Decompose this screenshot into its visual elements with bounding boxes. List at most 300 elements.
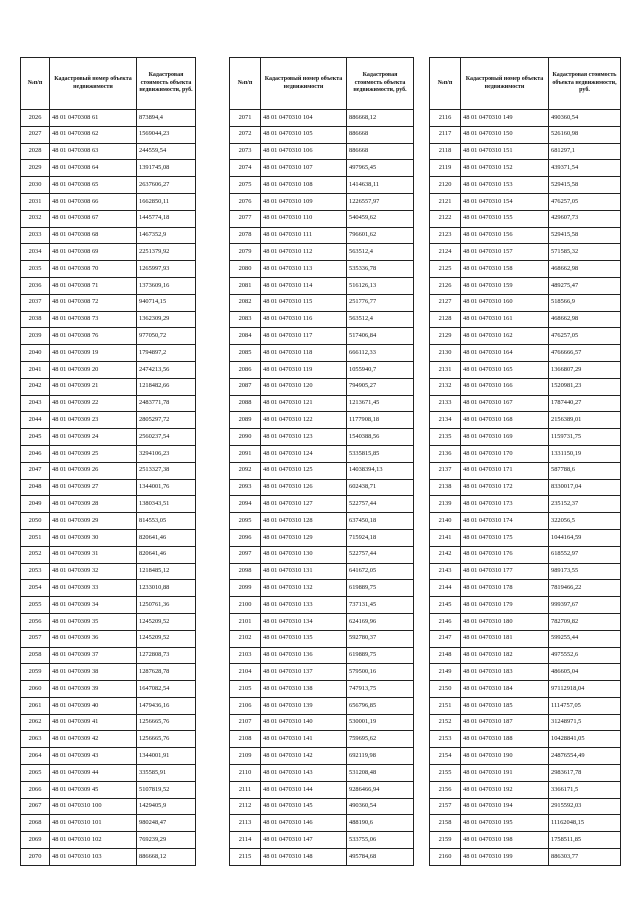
table-row bbox=[21, 193, 196, 210]
cadastral-number: 48 01 0470308 70 bbox=[50, 261, 137, 278]
cadastral-table-1 bbox=[20, 57, 196, 866]
cadastral-value: 529415,58 bbox=[549, 227, 621, 244]
cadastral-value: 476257,05 bbox=[549, 193, 621, 210]
table-row bbox=[430, 412, 621, 429]
cadastral-number: 48 01 0470309 29 bbox=[50, 513, 137, 530]
table-row bbox=[21, 328, 196, 345]
table-row bbox=[430, 210, 621, 227]
table-row bbox=[230, 160, 414, 177]
row-number: 2041 bbox=[21, 361, 50, 378]
cadastral-value: 468662,98 bbox=[549, 261, 621, 278]
row-number: 2049 bbox=[21, 496, 50, 513]
row-number: 2125 bbox=[430, 261, 461, 278]
cadastral-number: 48 01 0470310 103 bbox=[50, 849, 137, 866]
table-row bbox=[430, 731, 621, 748]
cadastral-value: 1213671,45 bbox=[347, 395, 414, 412]
row-number: 2093 bbox=[230, 479, 261, 496]
cadastral-number: 48 01 0470310 114 bbox=[261, 277, 347, 294]
table-row bbox=[230, 832, 414, 849]
cadastral-number: 48 01 0470310 176 bbox=[461, 546, 549, 563]
cadastral-value: 681297,1 bbox=[549, 143, 621, 160]
cadastral-value: 1787440,27 bbox=[549, 395, 621, 412]
table-row bbox=[430, 630, 621, 647]
table-row bbox=[430, 160, 621, 177]
table-row bbox=[230, 731, 414, 748]
cadastral-number: 48 01 0470309 25 bbox=[50, 445, 137, 462]
row-number: 2069 bbox=[21, 832, 50, 849]
cadastral-value: 31248971,5 bbox=[549, 714, 621, 731]
cadastral-value: 8330017,04 bbox=[549, 479, 621, 496]
table-row bbox=[21, 731, 196, 748]
cadastral-number: 48 01 0470310 105 bbox=[261, 126, 347, 143]
cadastral-value: 1647082,54 bbox=[137, 681, 196, 698]
cadastral-value: 2474213,56 bbox=[137, 361, 196, 378]
cadastral-value: 1662850,11 bbox=[137, 193, 196, 210]
cadastral-value: 1366807,29 bbox=[549, 361, 621, 378]
row-number: 2129 bbox=[430, 328, 461, 345]
row-number: 2159 bbox=[430, 832, 461, 849]
cadastral-number: 48 01 0470310 153 bbox=[461, 177, 549, 194]
table-row bbox=[21, 261, 196, 278]
row-number: 2134 bbox=[430, 412, 461, 429]
header-num: №п/п bbox=[230, 58, 261, 110]
cadastral-number: 48 01 0470310 162 bbox=[461, 328, 549, 345]
table-row bbox=[21, 143, 196, 160]
row-number: 2034 bbox=[21, 244, 50, 261]
table-row bbox=[230, 378, 414, 395]
cadastral-number: 48 01 0470310 150 bbox=[461, 126, 549, 143]
header-num: №п/п bbox=[430, 58, 461, 110]
cadastral-number: 48 01 0470309 38 bbox=[50, 664, 137, 681]
cadastral-value: 940714,15 bbox=[137, 294, 196, 311]
cadastral-number: 48 01 0470310 175 bbox=[461, 529, 549, 546]
cadastral-number: 48 01 0470310 179 bbox=[461, 597, 549, 614]
cadastral-value: 759695,62 bbox=[347, 731, 414, 748]
cadastral-value: 1218485,12 bbox=[137, 563, 196, 580]
table-row bbox=[430, 277, 621, 294]
row-number: 2133 bbox=[430, 395, 461, 412]
row-number: 2160 bbox=[430, 849, 461, 866]
cadastral-number: 48 01 0470310 127 bbox=[261, 496, 347, 513]
table-row bbox=[21, 563, 196, 580]
cadastral-number: 48 01 0470310 115 bbox=[261, 294, 347, 311]
table-row bbox=[430, 647, 621, 664]
cadastral-value: 235152,37 bbox=[549, 496, 621, 513]
cadastral-tables bbox=[20, 57, 620, 860]
table-row bbox=[21, 361, 196, 378]
row-number: 2105 bbox=[230, 681, 261, 698]
table-row bbox=[230, 748, 414, 765]
table-row bbox=[21, 765, 196, 782]
cadastral-number: 48 01 0470309 43 bbox=[50, 748, 137, 765]
row-number: 2081 bbox=[230, 277, 261, 294]
row-number: 2050 bbox=[21, 513, 50, 530]
cadastral-number: 48 01 0470310 164 bbox=[461, 345, 549, 362]
cadastral-value: 599255,44 bbox=[549, 630, 621, 647]
cadastral-number: 48 01 0470310 129 bbox=[261, 529, 347, 546]
row-number: 2062 bbox=[21, 714, 50, 731]
cadastral-number: 48 01 0470310 104 bbox=[261, 110, 347, 127]
cadastral-value: 429607,73 bbox=[549, 210, 621, 227]
table-row bbox=[21, 345, 196, 362]
table-row bbox=[230, 781, 414, 798]
row-number: 2151 bbox=[430, 697, 461, 714]
cadastral-value: 522757,44 bbox=[347, 546, 414, 563]
table-row bbox=[230, 681, 414, 698]
cadastral-value: 335585,91 bbox=[137, 765, 196, 782]
table-row bbox=[430, 697, 621, 714]
table-row bbox=[430, 513, 621, 530]
cadastral-number: 48 01 0470310 187 bbox=[461, 714, 549, 731]
cadastral-number: 48 01 0470309 27 bbox=[50, 479, 137, 496]
cadastral-number: 48 01 0470309 37 bbox=[50, 647, 137, 664]
table-row bbox=[21, 496, 196, 513]
table-row bbox=[21, 815, 196, 832]
cadastral-number: 48 01 0470310 139 bbox=[261, 697, 347, 714]
row-number: 2070 bbox=[21, 849, 50, 866]
row-number: 2076 bbox=[230, 193, 261, 210]
cadastral-value: 794905,27 bbox=[347, 378, 414, 395]
cadastral-number: 48 01 0470310 148 bbox=[261, 849, 347, 866]
table-row bbox=[230, 361, 414, 378]
cadastral-number: 48 01 0470310 108 bbox=[261, 177, 347, 194]
cadastral-value: 1159731,75 bbox=[549, 429, 621, 446]
table-row bbox=[21, 529, 196, 546]
cadastral-number: 48 01 0470310 131 bbox=[261, 563, 347, 580]
table-row bbox=[430, 177, 621, 194]
cadastral-value: 980248,47 bbox=[137, 815, 196, 832]
cadastral-number: 48 01 0470310 101 bbox=[50, 815, 137, 832]
row-number: 2051 bbox=[21, 529, 50, 546]
cadastral-number: 48 01 0470310 109 bbox=[261, 193, 347, 210]
cadastral-number: 48 01 0470310 170 bbox=[461, 445, 549, 462]
cadastral-number: 48 01 0470310 136 bbox=[261, 647, 347, 664]
table-row bbox=[230, 412, 414, 429]
table-row bbox=[230, 193, 414, 210]
table-row bbox=[230, 479, 414, 496]
cadastral-number: 48 01 0470310 180 bbox=[461, 613, 549, 630]
table-row bbox=[21, 210, 196, 227]
cadastral-number: 48 01 0470310 168 bbox=[461, 412, 549, 429]
table-row bbox=[230, 110, 414, 127]
row-number: 2138 bbox=[430, 479, 461, 496]
row-number: 2029 bbox=[21, 160, 50, 177]
cadastral-value: 2560237,54 bbox=[137, 429, 196, 446]
row-number: 2097 bbox=[230, 546, 261, 563]
cadastral-value: 1272808,73 bbox=[137, 647, 196, 664]
table-row bbox=[21, 832, 196, 849]
cadastral-number: 48 01 0470310 125 bbox=[261, 462, 347, 479]
table-row bbox=[21, 311, 196, 328]
row-number: 2084 bbox=[230, 328, 261, 345]
row-number: 2107 bbox=[230, 714, 261, 731]
table-row bbox=[430, 765, 621, 782]
cadastral-number: 48 01 0470310 192 bbox=[461, 781, 549, 798]
row-number: 2042 bbox=[21, 378, 50, 395]
table-row bbox=[430, 849, 621, 866]
table-row bbox=[430, 597, 621, 614]
table-row bbox=[430, 681, 621, 698]
cadastral-number: 48 01 0470310 174 bbox=[461, 513, 549, 530]
table-row bbox=[230, 849, 414, 866]
table-row bbox=[230, 177, 414, 194]
cadastral-value: 1256665,76 bbox=[137, 714, 196, 731]
table-row bbox=[430, 345, 621, 362]
table-row bbox=[430, 748, 621, 765]
row-number: 2033 bbox=[21, 227, 50, 244]
cadastral-number: 48 01 0470308 63 bbox=[50, 143, 137, 160]
cadastral-number: 48 01 0470310 141 bbox=[261, 731, 347, 748]
cadastral-value: 5107819,52 bbox=[137, 781, 196, 798]
cadastral-value: 1250761,36 bbox=[137, 597, 196, 614]
cadastral-value: 2805297,72 bbox=[137, 412, 196, 429]
table-row bbox=[430, 328, 621, 345]
table-row bbox=[21, 546, 196, 563]
cadastral-value: 495784,68 bbox=[347, 849, 414, 866]
row-number: 2090 bbox=[230, 429, 261, 446]
row-number: 2142 bbox=[430, 546, 461, 563]
row-number: 2072 bbox=[230, 126, 261, 143]
table-row bbox=[430, 832, 621, 849]
cadastral-number: 48 01 0470309 40 bbox=[50, 697, 137, 714]
cadastral-number: 48 01 0470308 68 bbox=[50, 227, 137, 244]
row-number: 2073 bbox=[230, 143, 261, 160]
cadastral-value: 1758511,85 bbox=[549, 832, 621, 849]
table-row bbox=[230, 597, 414, 614]
cadastral-number: 48 01 0470310 194 bbox=[461, 798, 549, 815]
row-number: 2128 bbox=[430, 311, 461, 328]
table-row bbox=[230, 815, 414, 832]
table-row bbox=[21, 849, 196, 866]
row-number: 2031 bbox=[21, 193, 50, 210]
table-row bbox=[430, 429, 621, 446]
row-number: 2131 bbox=[430, 361, 461, 378]
cadastral-number: 48 01 0470310 120 bbox=[261, 378, 347, 395]
cadastral-number: 48 01 0470308 67 bbox=[50, 210, 137, 227]
cadastral-value: 977050,72 bbox=[137, 328, 196, 345]
row-number: 2108 bbox=[230, 731, 261, 748]
cadastral-number: 48 01 0470310 110 bbox=[261, 210, 347, 227]
row-number: 2056 bbox=[21, 613, 50, 630]
row-number: 2047 bbox=[21, 462, 50, 479]
table-row bbox=[21, 681, 196, 698]
cadastral-value: 656796,85 bbox=[347, 697, 414, 714]
row-number: 2099 bbox=[230, 580, 261, 597]
table-row bbox=[21, 748, 196, 765]
cadastral-value: 3294106,23 bbox=[137, 445, 196, 462]
row-number: 2092 bbox=[230, 462, 261, 479]
table-row bbox=[21, 294, 196, 311]
row-number: 2137 bbox=[430, 462, 461, 479]
row-number: 2077 bbox=[230, 210, 261, 227]
cadastral-number: 48 01 0470310 142 bbox=[261, 748, 347, 765]
row-number: 2136 bbox=[430, 445, 461, 462]
cadastral-number: 48 01 0470310 137 bbox=[261, 664, 347, 681]
cadastral-value: 619889,75 bbox=[347, 647, 414, 664]
table-row bbox=[230, 261, 414, 278]
cadastral-value: 999397,67 bbox=[549, 597, 621, 614]
table-row bbox=[230, 580, 414, 597]
cadastral-value: 488190,6 bbox=[347, 815, 414, 832]
cadastral-number: 48 01 0470310 140 bbox=[261, 714, 347, 731]
row-number: 2144 bbox=[430, 580, 461, 597]
cadastral-number: 48 01 0470309 42 bbox=[50, 731, 137, 748]
table-row bbox=[21, 110, 196, 127]
cadastral-value: 540459,62 bbox=[347, 210, 414, 227]
row-number: 2046 bbox=[21, 445, 50, 462]
cadastral-value: 522757,44 bbox=[347, 496, 414, 513]
row-number: 2156 bbox=[430, 781, 461, 798]
cadastral-number: 48 01 0470310 198 bbox=[461, 832, 549, 849]
cadastral-value: 9286466,94 bbox=[347, 781, 414, 798]
cadastral-value: 637450,18 bbox=[347, 513, 414, 530]
table-row bbox=[21, 664, 196, 681]
row-number: 2132 bbox=[430, 378, 461, 395]
row-number: 2104 bbox=[230, 664, 261, 681]
cadastral-value: 1540388,56 bbox=[347, 429, 414, 446]
cadastral-value: 2513327,38 bbox=[137, 462, 196, 479]
table-row bbox=[230, 714, 414, 731]
header-cadastral-number: Кадастровый номер объекта недвижимости bbox=[261, 58, 347, 110]
cadastral-number: 48 01 0470310 112 bbox=[261, 244, 347, 261]
table-row bbox=[21, 798, 196, 815]
cadastral-number: 48 01 0470309 33 bbox=[50, 580, 137, 597]
row-number: 2028 bbox=[21, 143, 50, 160]
row-number: 2035 bbox=[21, 261, 50, 278]
cadastral-value: 322056,5 bbox=[549, 513, 621, 530]
cadastral-value: 5335815,85 bbox=[347, 445, 414, 462]
cadastral-number: 48 01 0470309 30 bbox=[50, 529, 137, 546]
table-row bbox=[430, 546, 621, 563]
row-number: 2039 bbox=[21, 328, 50, 345]
cadastral-value: 587788,6 bbox=[549, 462, 621, 479]
table-row bbox=[230, 765, 414, 782]
row-number: 2083 bbox=[230, 311, 261, 328]
cadastral-value: 782709,82 bbox=[549, 613, 621, 630]
cadastral-number: 48 01 0470310 178 bbox=[461, 580, 549, 597]
cadastral-number: 48 01 0470308 71 bbox=[50, 277, 137, 294]
cadastral-number: 48 01 0470309 24 bbox=[50, 429, 137, 446]
cadastral-value: 886668 bbox=[347, 143, 414, 160]
row-number: 2032 bbox=[21, 210, 50, 227]
cadastral-number: 48 01 0470309 22 bbox=[50, 395, 137, 412]
header-cadastral-number: Кадастровый номер объекта недвижимости bbox=[461, 58, 549, 110]
row-number: 2130 bbox=[430, 345, 461, 362]
table-row bbox=[230, 563, 414, 580]
cadastral-number: 48 01 0470310 146 bbox=[261, 815, 347, 832]
table-row bbox=[430, 613, 621, 630]
cadastral-number: 48 01 0470310 119 bbox=[261, 361, 347, 378]
table-row bbox=[21, 227, 196, 244]
table-row bbox=[230, 277, 414, 294]
table-row bbox=[430, 714, 621, 731]
row-number: 2115 bbox=[230, 849, 261, 866]
row-number: 2101 bbox=[230, 613, 261, 630]
row-number: 2052 bbox=[21, 546, 50, 563]
cadastral-value: 490360,54 bbox=[347, 798, 414, 815]
cadastral-value: 989173,55 bbox=[549, 563, 621, 580]
cadastral-value: 529415,58 bbox=[549, 177, 621, 194]
cadastral-number: 48 01 0470308 76 bbox=[50, 328, 137, 345]
cadastral-number: 48 01 0470310 107 bbox=[261, 160, 347, 177]
table-row bbox=[430, 798, 621, 815]
cadastral-number: 48 01 0470310 191 bbox=[461, 765, 549, 782]
row-number: 2038 bbox=[21, 311, 50, 328]
cadastral-value: 666112,33 bbox=[347, 345, 414, 362]
header-cadastral-value: Кадастровая стоимость объекта недвижимости, руб. bbox=[137, 58, 196, 110]
cadastral-value: 2483771,78 bbox=[137, 395, 196, 412]
row-number: 2068 bbox=[21, 815, 50, 832]
table-row bbox=[21, 630, 196, 647]
table-row bbox=[430, 126, 621, 143]
cadastral-number: 48 01 0470310 128 bbox=[261, 513, 347, 530]
header-row bbox=[21, 58, 196, 110]
cadastral-value: 692119,98 bbox=[347, 748, 414, 765]
table-row bbox=[21, 597, 196, 614]
table-row bbox=[230, 546, 414, 563]
table-row bbox=[430, 143, 621, 160]
row-number: 2148 bbox=[430, 647, 461, 664]
row-number: 2117 bbox=[430, 126, 461, 143]
cadastral-value: 1256665,76 bbox=[137, 731, 196, 748]
cadastral-value: 624169,96 bbox=[347, 613, 414, 630]
cadastral-value: 1245209,52 bbox=[137, 613, 196, 630]
cadastral-number: 48 01 0470308 64 bbox=[50, 160, 137, 177]
row-number: 2061 bbox=[21, 697, 50, 714]
table-row bbox=[230, 697, 414, 714]
table-row bbox=[430, 361, 621, 378]
cadastral-value: 563512,4 bbox=[347, 311, 414, 328]
table-row bbox=[230, 613, 414, 630]
cadastral-number: 48 01 0470310 167 bbox=[461, 395, 549, 412]
cadastral-value: 602438,71 bbox=[347, 479, 414, 496]
cadastral-value: 1380343,51 bbox=[137, 496, 196, 513]
cadastral-value: 1391745,08 bbox=[137, 160, 196, 177]
row-number: 2054 bbox=[21, 580, 50, 597]
row-number: 2071 bbox=[230, 110, 261, 127]
row-number: 2100 bbox=[230, 597, 261, 614]
cadastral-table-3 bbox=[429, 57, 621, 866]
cadastral-number: 48 01 0470310 157 bbox=[461, 244, 549, 261]
cadastral-number: 48 01 0470310 171 bbox=[461, 462, 549, 479]
row-number: 2155 bbox=[430, 765, 461, 782]
cadastral-number: 48 01 0470310 121 bbox=[261, 395, 347, 412]
cadastral-number: 48 01 0470308 66 bbox=[50, 193, 137, 210]
table-row bbox=[430, 781, 621, 798]
row-number: 2026 bbox=[21, 110, 50, 127]
table-row bbox=[21, 714, 196, 731]
cadastral-value: 535336,78 bbox=[347, 261, 414, 278]
table-row bbox=[21, 378, 196, 395]
cadastral-value: 1331150,19 bbox=[549, 445, 621, 462]
row-number: 2158 bbox=[430, 815, 461, 832]
cadastral-number: 48 01 0470308 62 bbox=[50, 126, 137, 143]
cadastral-value: 517406,84 bbox=[347, 328, 414, 345]
table-row bbox=[21, 160, 196, 177]
cadastral-number: 48 01 0470310 183 bbox=[461, 664, 549, 681]
row-number: 2110 bbox=[230, 765, 261, 782]
row-number: 2149 bbox=[430, 664, 461, 681]
table-row bbox=[430, 815, 621, 832]
row-number: 2074 bbox=[230, 160, 261, 177]
cadastral-number: 48 01 0470309 20 bbox=[50, 361, 137, 378]
cadastral-number: 48 01 0470310 102 bbox=[50, 832, 137, 849]
row-number: 2140 bbox=[430, 513, 461, 530]
cadastral-number: 48 01 0470310 124 bbox=[261, 445, 347, 462]
row-number: 2057 bbox=[21, 630, 50, 647]
row-number: 2116 bbox=[430, 110, 461, 127]
cadastral-value: 619889,75 bbox=[347, 580, 414, 597]
